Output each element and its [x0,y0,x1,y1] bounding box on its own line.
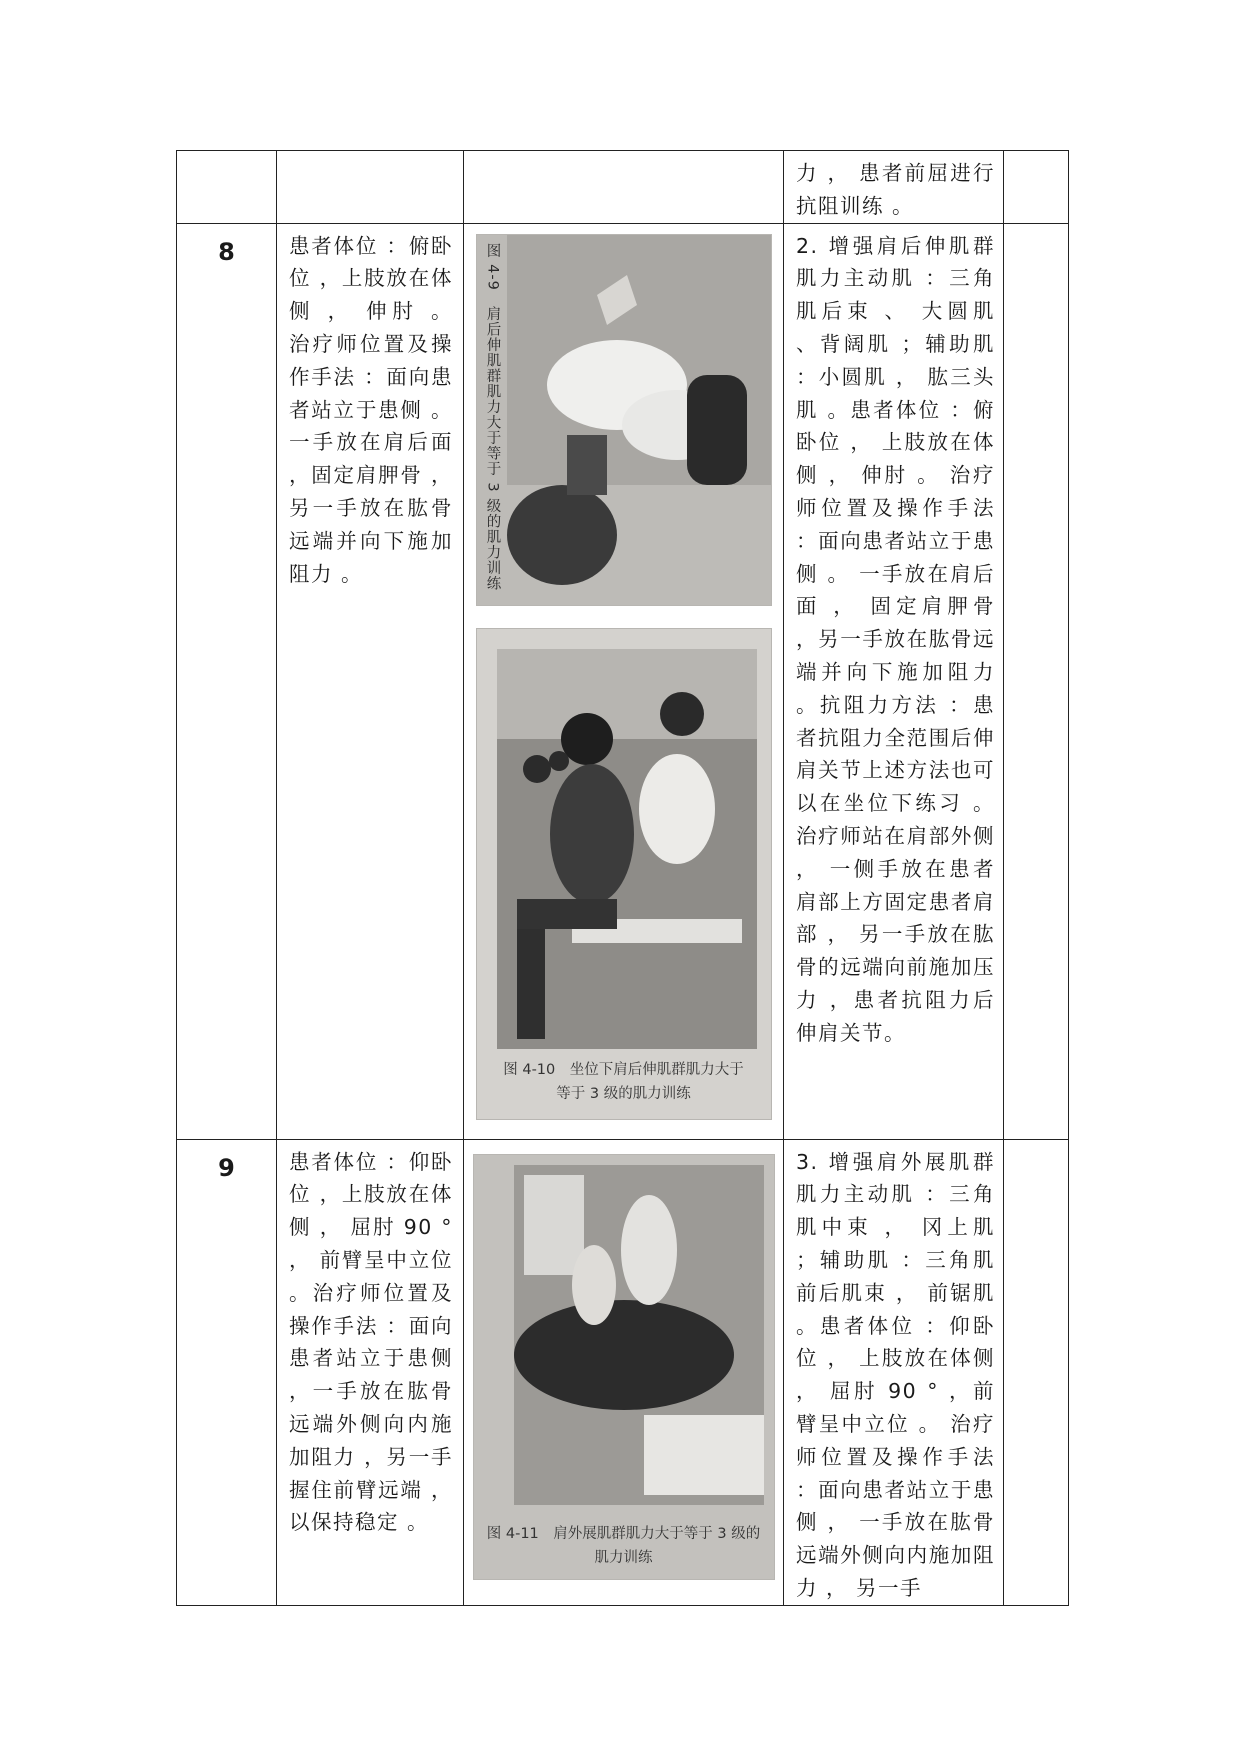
photo-illustration [477,629,771,1119]
figure-4-9-photo [476,234,772,606]
figure-4-11-photo [473,1154,775,1580]
photo-illustration [477,235,771,605]
notes-cell [1004,223,1069,1139]
image-cell [464,223,784,1139]
position-cell [277,1139,464,1605]
table-row [177,1139,1069,1605]
position-cell [277,151,464,224]
description-text: 3. 增强肩外展肌群肌力主动肌 ：三角肌中束 ， 冈上肌 ；辅助肌 ：三角肌前后肌束 ， 前锯肌 。患者体位 ：仰卧位 ， 上肢放在体侧 ， 屈肘 90 ° ，前臂呈中立位 。 治疗师位置及操作手法 ：面向患者站立于患侧 ， 一手放在肱骨远端外侧向内施加阻力 ， 另一手 [796,1149,995,1600]
description-text: 力 ， 患者前屈进行抗阻训练 。 [796,161,995,218]
description-text: 2. 增强肩后伸肌群肌力主动肌 ：三角肌后束 、 大圆肌 、背阔肌 ；辅助肌 ：小圆肌 ， 肱三头肌 。患者体位 ：俯卧位 ， 上肢放在体侧 ， 伸肘 。 治疗师位置及操作手法 ：面向患者站立于患侧 。 一手放在肩后面 ， 固定肩胛骨 ，另一手放在肱骨远端并向下施加阻力 。抗阻力方法 ：患者抗阻力全范围后伸肩关节上述方法也可以在坐位下练习 。 治疗师站在肩部外侧 ， 一侧手放在患者肩部上方固定患者肩部 ， 另一手放在肱骨的远端向前施加压力 ，患者抗阻力后伸肩关节。 [796,233,995,1045]
position-text: 患者体位 ：俯卧位 ，上肢放在体侧 ， 伸肘 。 治疗师位置及操作手法 ：面向患者站立于患侧 。一手放在肩后面 ，固定肩胛骨 ，另一手放在肱骨远端并向下施加阻力 。 [289,233,453,586]
exercise-table [176,150,1069,1606]
row-number: 9 [218,1153,235,1182]
position-cell [277,223,464,1139]
number-cell [177,151,277,224]
position-text: 患者体位 ：仰卧位 ，上肢放在体侧 ， 屈肘 90 ° ， 前臂呈中立位 。治疗师位置及操作手法 ：面向患者站立于患侧 ，一手放在肱骨远端外侧向内施加阻力 ，另一手握住前臂远端 ，以保持稳定 。 [289,1149,453,1535]
description-cell [784,151,1004,224]
notes-cell [1004,1139,1069,1605]
figure-4-9-caption: 图 4-9 肩后伸肌群肌力大于等于 3 级的肌力训练 [484,242,501,591]
table-row [177,223,1069,1139]
figure-4-10-photo [476,628,772,1120]
figure-4-10-caption-line2: 等于 3 级的肌力训练 [556,1085,691,1102]
image-cell [464,151,784,224]
number-cell [177,223,277,1139]
figure-4-11-caption-line2: 肌力训练 [594,1549,653,1566]
figure-4-11-caption-line1: 图 4-11 肩外展肌群肌力大于等于 3 级的 [486,1525,761,1542]
photo-illustration [474,1155,774,1579]
image-cell [464,1139,784,1605]
description-cell [784,1139,1004,1605]
description-cell [784,223,1004,1139]
figure-4-10-caption-line1: 图 4-10 坐位下肩后伸肌群肌力大于 [503,1061,744,1078]
number-cell [177,1139,277,1605]
row-number: 8 [218,237,235,266]
notes-cell [1004,151,1069,224]
table-row [177,151,1069,224]
